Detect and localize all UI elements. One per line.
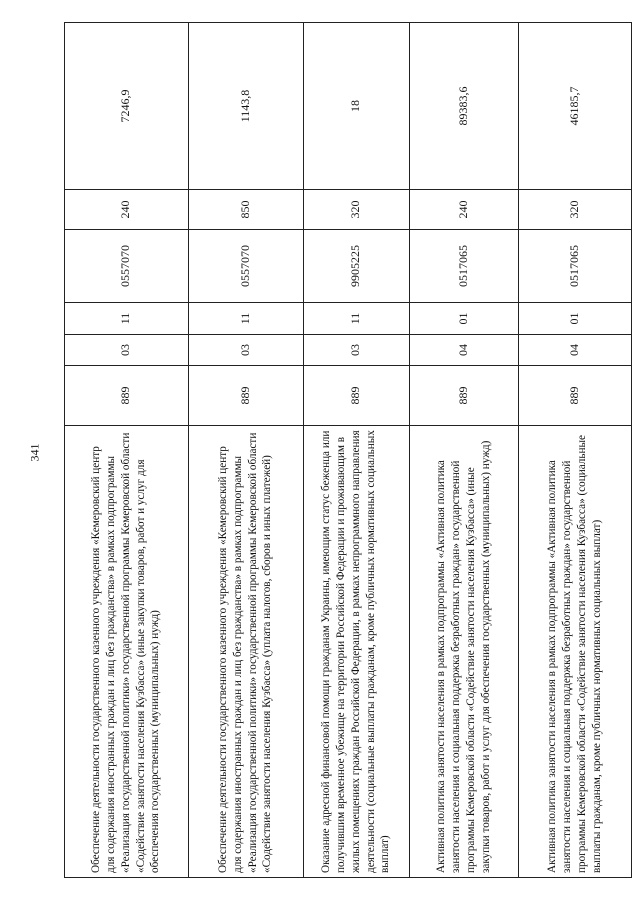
subsection-code: 11 [188,303,303,335]
section-code: 04 [409,335,518,366]
amount: 1143,8 [188,23,303,190]
target-article-code: 0517065 [519,230,632,303]
ministry-code: 889 [519,366,632,426]
budget-table [64,22,632,878]
subsection-code: 01 [519,303,632,335]
row-description: Активная политика занятости населения в рамках подпрограммы «Активная политика занятости населения и социальная поддержка безработных граждан» государственной программы Кемеровской области «Содействие занятости населения Кузбасса» (социальные выплаты гражданам, кроме публичных нормативных социальных выплат) [519,426,632,878]
ministry-code: 889 [65,366,189,426]
expense-type-code: 240 [409,190,518,230]
ministry-code: 889 [303,366,409,426]
row-description: Оказание адресной финансовой помощи гражданам Украины, имеющим статус беженца или получившим временное убежище на территории Российской Федерации и проживающим в жилых помещениях граждан Российской Федерации, в рамках непрограммного направления деятельности (социальные выплаты гражданам, кроме публичных нормативных социальных выплат) [303,426,409,878]
section-code: 03 [188,335,303,366]
page-number-text: 341 [27,443,42,461]
table-row [188,23,303,878]
section-code: 04 [519,335,632,366]
subsection-code: 01 [409,303,518,335]
table-row [519,23,632,878]
target-article-code: 0557070 [188,230,303,303]
table-row [65,23,189,878]
amount: 46185,7 [519,23,632,190]
target-article-code: 0517065 [409,230,518,303]
row-description: Обеспечение деятельности государственного казенного учреждения «Кемеровский центр для содержания иностранных граждан и лиц без гражданства» в рамках подпрограммы «Реализация государственной политики» государственной программы Кемеровской области «Содействие занятости населения Кузбасса» (иные закупки товаров, работ и услуг для обеспечения государственных (муниципальных) нужд) [65,426,189,878]
amount: 89383,6 [409,23,518,190]
subsection-code: 11 [65,303,189,335]
section-code: 03 [303,335,409,366]
table-row [409,23,518,878]
ministry-code: 889 [409,366,518,426]
expense-type-code: 850 [188,190,303,230]
table-row [303,23,409,878]
expense-type-code: 320 [519,190,632,230]
row-description: Активная политика занятости населения в рамках подпрограммы «Активная политика занятости населения и социальная поддержка безработных граждан» государственной программы Кемеровской области «Содействие занятости населения Кузбасса» (иные закупки товаров, работ и услуг для обеспечения государственных (муниципальных) нужд) [409,426,518,878]
amount: 18 [303,23,409,190]
target-article-code: 0557070 [65,230,189,303]
subsection-code: 11 [303,303,409,335]
expense-type-code: 240 [65,190,189,230]
budget-table-container [64,23,632,878]
ministry-code: 889 [188,366,303,426]
expense-type-code: 320 [303,190,409,230]
section-code: 03 [65,335,189,366]
row-description: Обеспечение деятельности государственного казенного учреждения «Кемеровский центр для содержания иностранных граждан и лиц без гражданства» в рамках подпрограммы «Реализация государственной политики» государственной программы Кемеровской области «Содействие занятости населения Кузбасса» (уплата налогов, сборов и иных платежей) [188,426,303,878]
target-article-code: 9905225 [303,230,409,303]
amount: 7246,9 [65,23,189,190]
page-number [22,432,48,472]
